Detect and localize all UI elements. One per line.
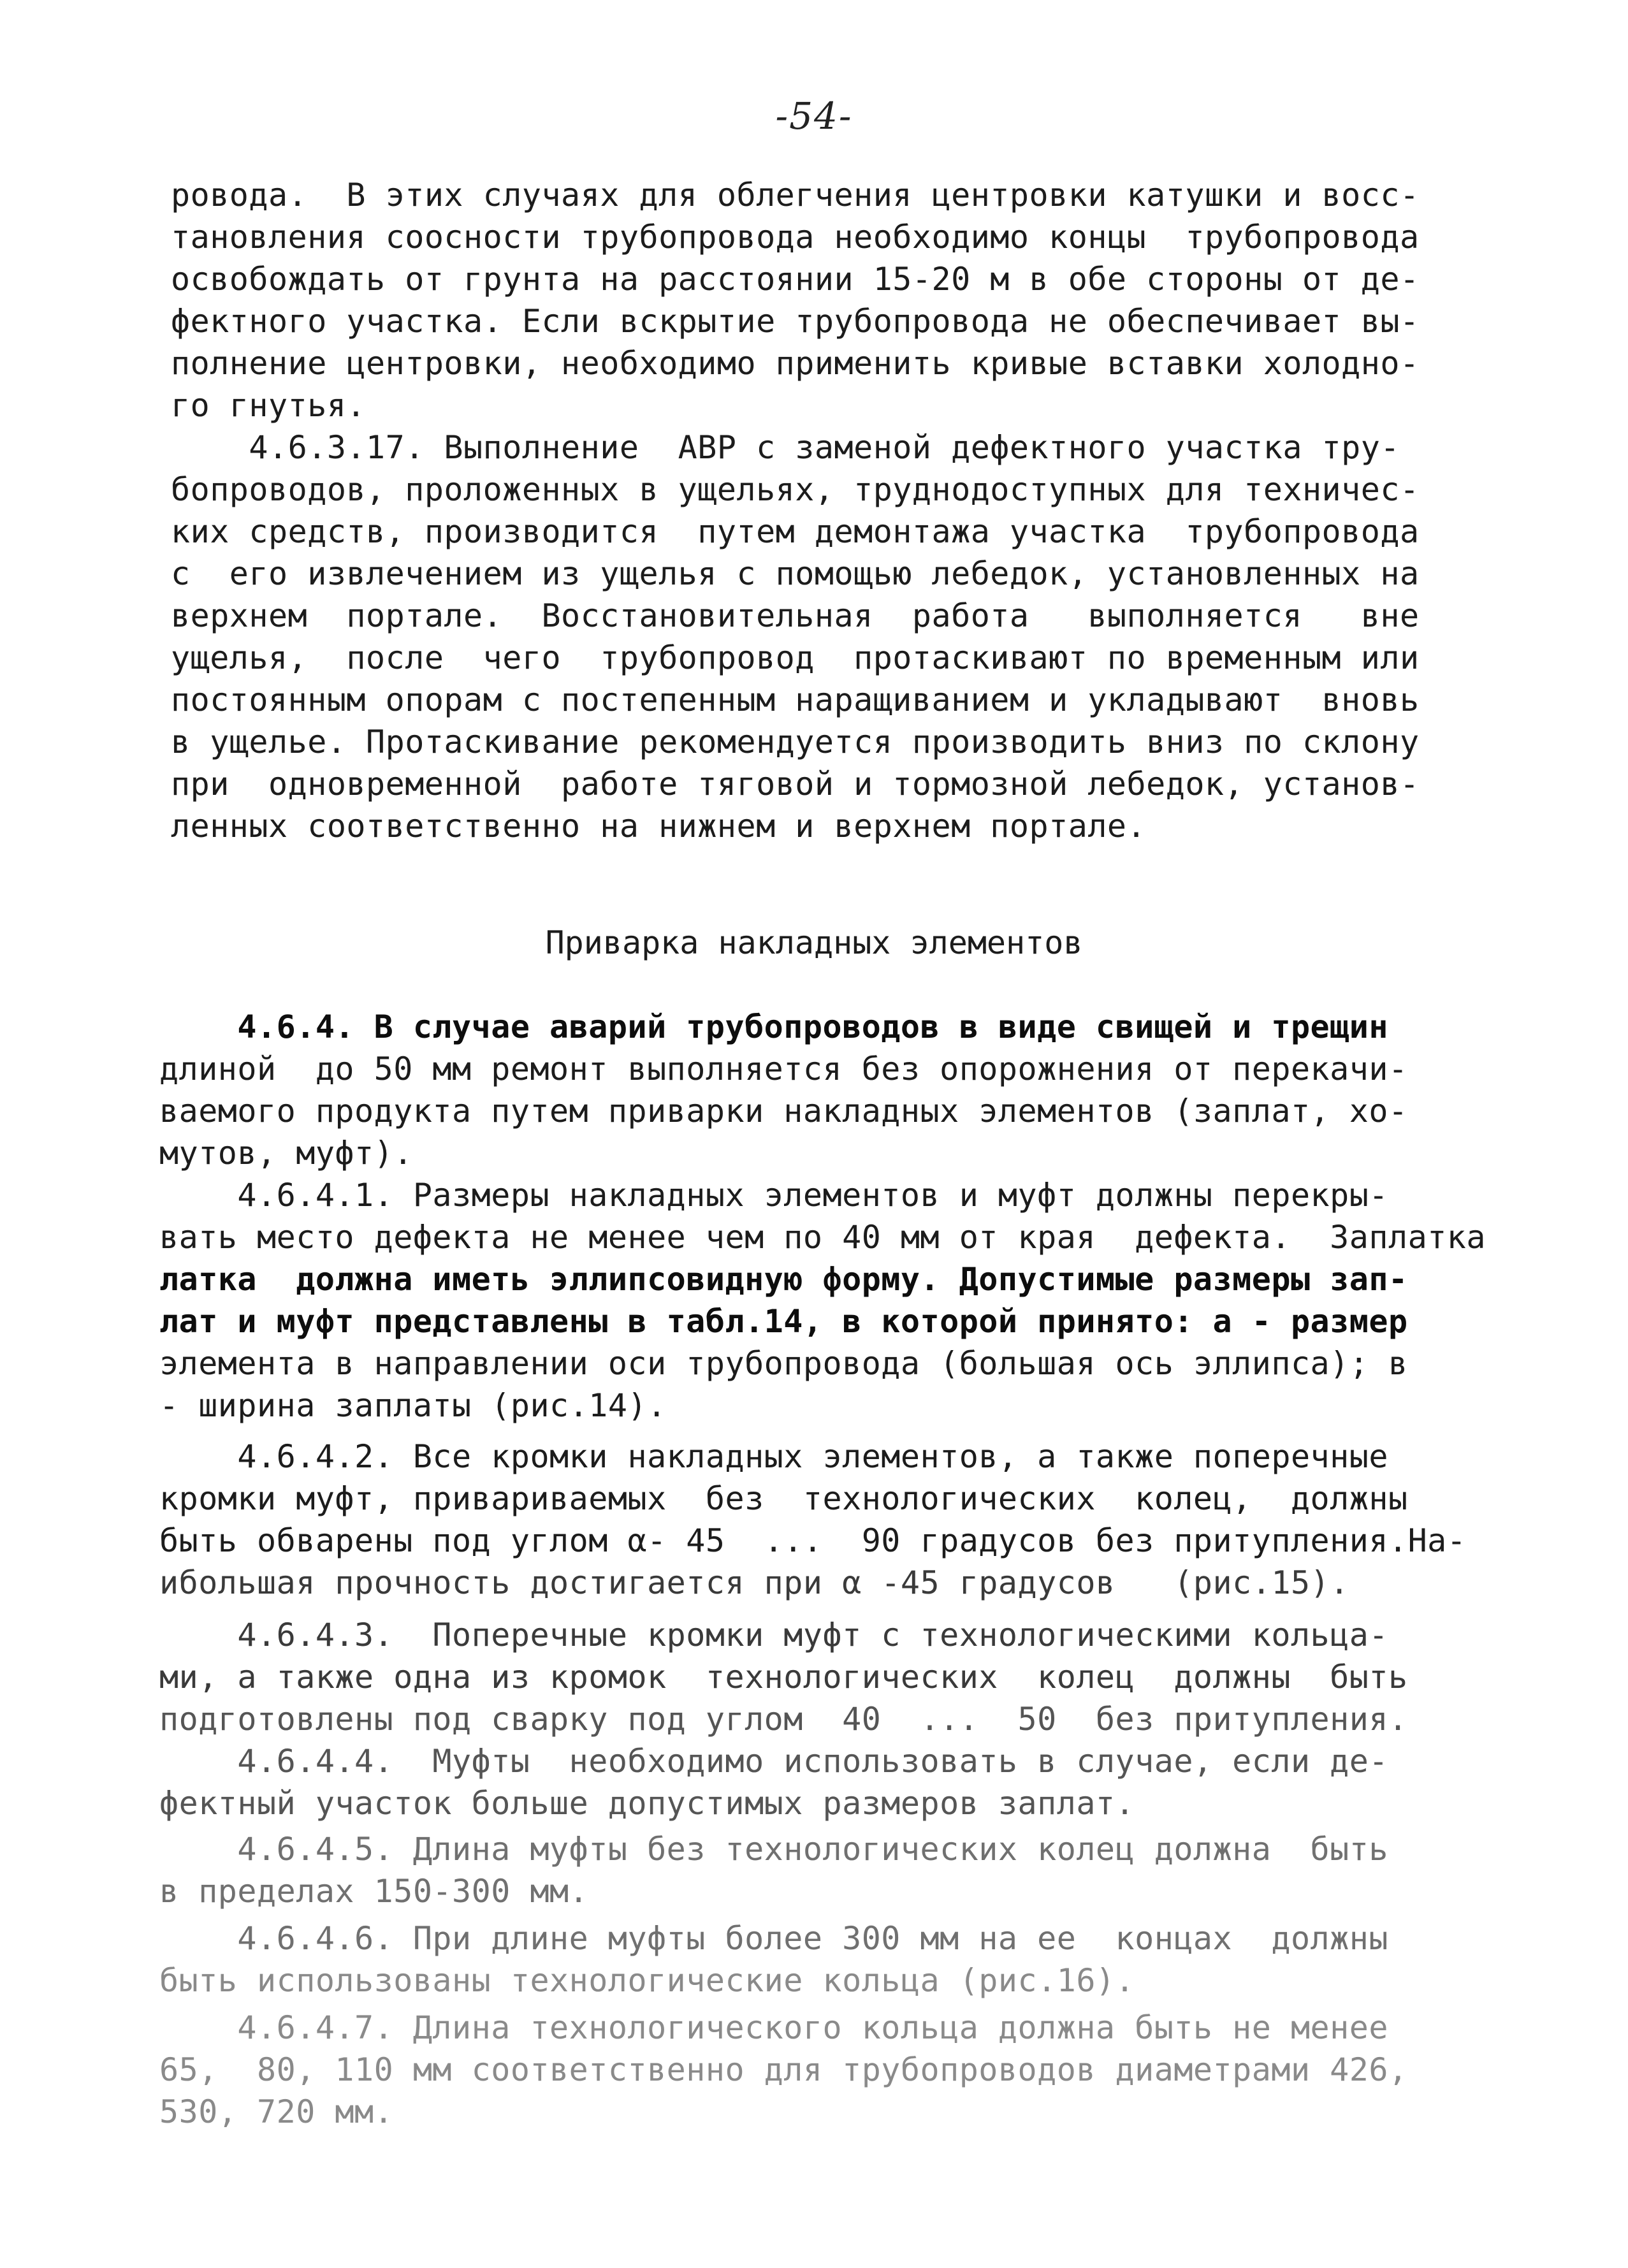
text-line: 4.6.4.5. Длина муфты без технологических колец должна быть [159, 1831, 1388, 1868]
text-line: вать место дефекта не менее чем по 40 мм от края дефекта. Заплатка [159, 1219, 1486, 1256]
text-line: 4.6.4.6. При длине муфты более 300 мм на ее концах должны [159, 1920, 1388, 1957]
text-line: 4.6.4.3. Поперечные кромки муфт с технологическими кольца- [159, 1617, 1388, 1654]
text-line: 65, 80, 110 мм соответственно для трубопроводов диаметрами 426, [159, 2051, 1408, 2088]
text-line: тановления соосности трубопровода необходимо концы трубопровода [171, 219, 1420, 256]
text-line: ми, а также одна из кромок технологических колец должны быть [159, 1659, 1408, 1696]
text-line: фектного участка. Если вскрытие трубопровода не обеспечивает вы- [171, 303, 1420, 340]
text-line: лат и муфт представлены в табл.14, в которой принято: а - размер [159, 1303, 1408, 1340]
text-line: при одновременной работе тяговой и тормозной лебедок, установ- [171, 766, 1420, 803]
text-line: бопроводов, проложенных в ущельях, труднодоступных для техничес- [171, 471, 1420, 508]
text-line: ровода. В этих случаях для облегчения центровки катушки и восс- [171, 177, 1420, 214]
text-line: быть обварены под углом α- 45 ... 90 градусов без притупления.На- [159, 1522, 1467, 1559]
text-line: го гнутья. [171, 387, 367, 424]
text-line: латка должна иметь эллипсовидную форму. Допустимые размеры зап- [159, 1261, 1408, 1298]
section-heading: Приварка накладных элементов [545, 924, 1083, 961]
text-line: мутов, муфт). [159, 1135, 413, 1172]
text-line: освобождать от грунта на расстоянии 15-20 м в обе стороны от де- [171, 261, 1420, 298]
text-line: ких средств, производится путем демонтажа участка трубопровода [171, 513, 1420, 550]
text-line: 530, 720 мм. [159, 2093, 394, 2130]
text-line: с его извлечением из ущелья с помощью лебедок, установленных на [171, 555, 1420, 592]
text-line: 4.6.4.7. Длина технологического кольца должна быть не менее [159, 2009, 1388, 2046]
text-line: 4.6.4.4. Муфты необходимо использовать в случае, если де- [159, 1743, 1388, 1780]
text-line: ленных соответственно на нижнем и верхнем портале. [171, 808, 1147, 845]
text-line: элемента в направлении оси трубопровода (большая ось эллипса); в [159, 1345, 1408, 1382]
text-line: быть использованы технологические кольца (рис.16). [159, 1962, 1135, 1999]
text-line: ибольшая прочность достигается при α -45 градусов (рис.15). [159, 1564, 1349, 1601]
text-line: 4.6.4. В случае аварий трубопроводов в виде свищей и трещин [159, 1008, 1388, 1045]
text-line: в ущелье. Протаскивание рекомендуется производить вниз по склону [171, 723, 1420, 760]
text-line: ваемого продукта путем приварки накладных элементов (заплат, хо- [159, 1093, 1408, 1130]
text-line: верхнем портале. Восстановительная работа выполняется вне [171, 597, 1420, 634]
text-line: фектный участок больше допустимых размеров заплат. [159, 1785, 1135, 1822]
text-line: длиной до 50 мм ремонт выполняется без опорожнения от перекачи- [159, 1050, 1408, 1087]
text-line: 4.6.3.17. Выполнение АВР с заменой дефектного участка тру- [171, 429, 1400, 466]
text-line: 4.6.4.1. Размеры накладных элементов и муфт должны перекры- [159, 1177, 1388, 1214]
text-line: 4.6.4.2. Все кромки накладных элементов, а также поперечные [159, 1438, 1388, 1475]
text-line: кромки муфт, привариваемых без технологических колец, должны [159, 1480, 1408, 1517]
text-line: постоянным опорам с постепенным наращиванием и укладывают вновь [171, 681, 1420, 718]
text-line: полнение центровки, необходимо применить кривые вставки холодно- [171, 345, 1420, 382]
text-line: - ширина заплаты (рис.14). [159, 1387, 667, 1424]
text-line: подготовлены под сварку под углом 40 ... 50 без притупления. [159, 1701, 1408, 1738]
text-line: ущелья, после чего трубопровод протаскивают по временным или [171, 639, 1420, 676]
page-number: -54- [775, 94, 853, 138]
text-line: в пределах 150-300 мм. [159, 1873, 589, 1910]
